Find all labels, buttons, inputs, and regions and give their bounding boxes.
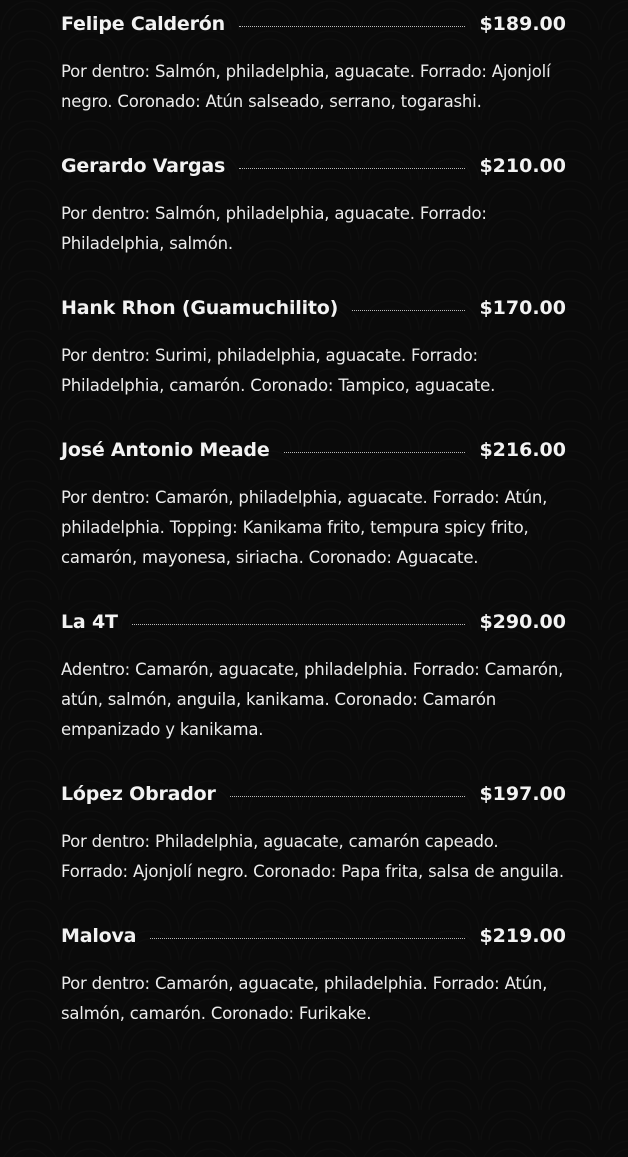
item-price: $170.00 <box>479 297 566 319</box>
item-description: Por dentro: Camarón, aguacate, philadelphia. Forrado: Atún, salmón, camarón. Coronado: Furikake. <box>61 974 548 1023</box>
item-price: $216.00 <box>479 439 566 461</box>
dotted-leader <box>352 310 465 311</box>
item-name: Gerardo Vargas <box>61 155 226 177</box>
menu-item-header <box>61 291 566 325</box>
item-name: López Obrador <box>61 783 216 805</box>
item-description: Por dentro: Salmón, philadelphia, aguacate. Forrado: Ajonjolí negro. Coronado: Atún salseado, serrano, togarashi. <box>61 62 551 111</box>
menu-item <box>61 919 566 1029</box>
menu-item <box>61 291 566 401</box>
item-price: $189.00 <box>479 13 566 35</box>
dotted-leader <box>150 938 465 939</box>
dotted-leader <box>284 452 466 453</box>
item-description: Por dentro: Camarón, philadelphia, aguacate. Forrado: Atún, philadelphia. Topping: Kanikama frito, tempura spicy frito, camarón, mayonesa, siriacha. Coronado: Aguacate. <box>61 488 548 567</box>
menu-item-header <box>61 7 566 41</box>
item-description: Por dentro: Salmón, philadelphia, aguacate. Forrado: Philadelphia, salmón. <box>61 204 487 253</box>
item-description: Por dentro: Philadelphia, aguacate, camarón capeado. Forrado: Ajonjolí negro. Coronado: Papa frita, salsa de anguila. <box>61 832 564 881</box>
item-name: Malova <box>61 925 137 947</box>
dotted-leader <box>239 26 466 27</box>
menu-item-header <box>61 433 566 467</box>
dotted-leader <box>230 796 466 797</box>
menu-item <box>61 149 566 259</box>
menu-item <box>61 605 566 745</box>
item-price: $210.00 <box>479 155 566 177</box>
dotted-leader <box>239 168 465 169</box>
item-name: José Antonio Meade <box>61 439 270 461</box>
dotted-leader <box>132 624 466 625</box>
item-name: La 4T <box>61 611 118 633</box>
menu-item <box>61 777 566 887</box>
item-description: Por dentro: Surimi, philadelphia, aguacate. Forrado: Philadelphia, camarón. Coronado: Tampico, aguacate. <box>61 346 496 395</box>
item-price: $290.00 <box>479 611 566 633</box>
menu-item <box>61 433 566 573</box>
menu-item <box>61 7 566 117</box>
menu-item-header <box>61 919 566 953</box>
item-name: Hank Rhon (Guamuchilito) <box>61 297 339 319</box>
item-name: Felipe Calderón <box>61 13 225 35</box>
item-price: $219.00 <box>479 925 566 947</box>
item-price: $197.00 <box>479 783 566 805</box>
menu-item-header <box>61 605 566 639</box>
menu-item-header <box>61 777 566 811</box>
item-description: Adentro: Camarón, aguacate, philadelphia. Forrado: Camarón, atún, salmón, anguila, kanikama. Coronado: Camarón empanizado y kanikama. <box>61 660 564 739</box>
menu-item-header <box>61 149 566 183</box>
